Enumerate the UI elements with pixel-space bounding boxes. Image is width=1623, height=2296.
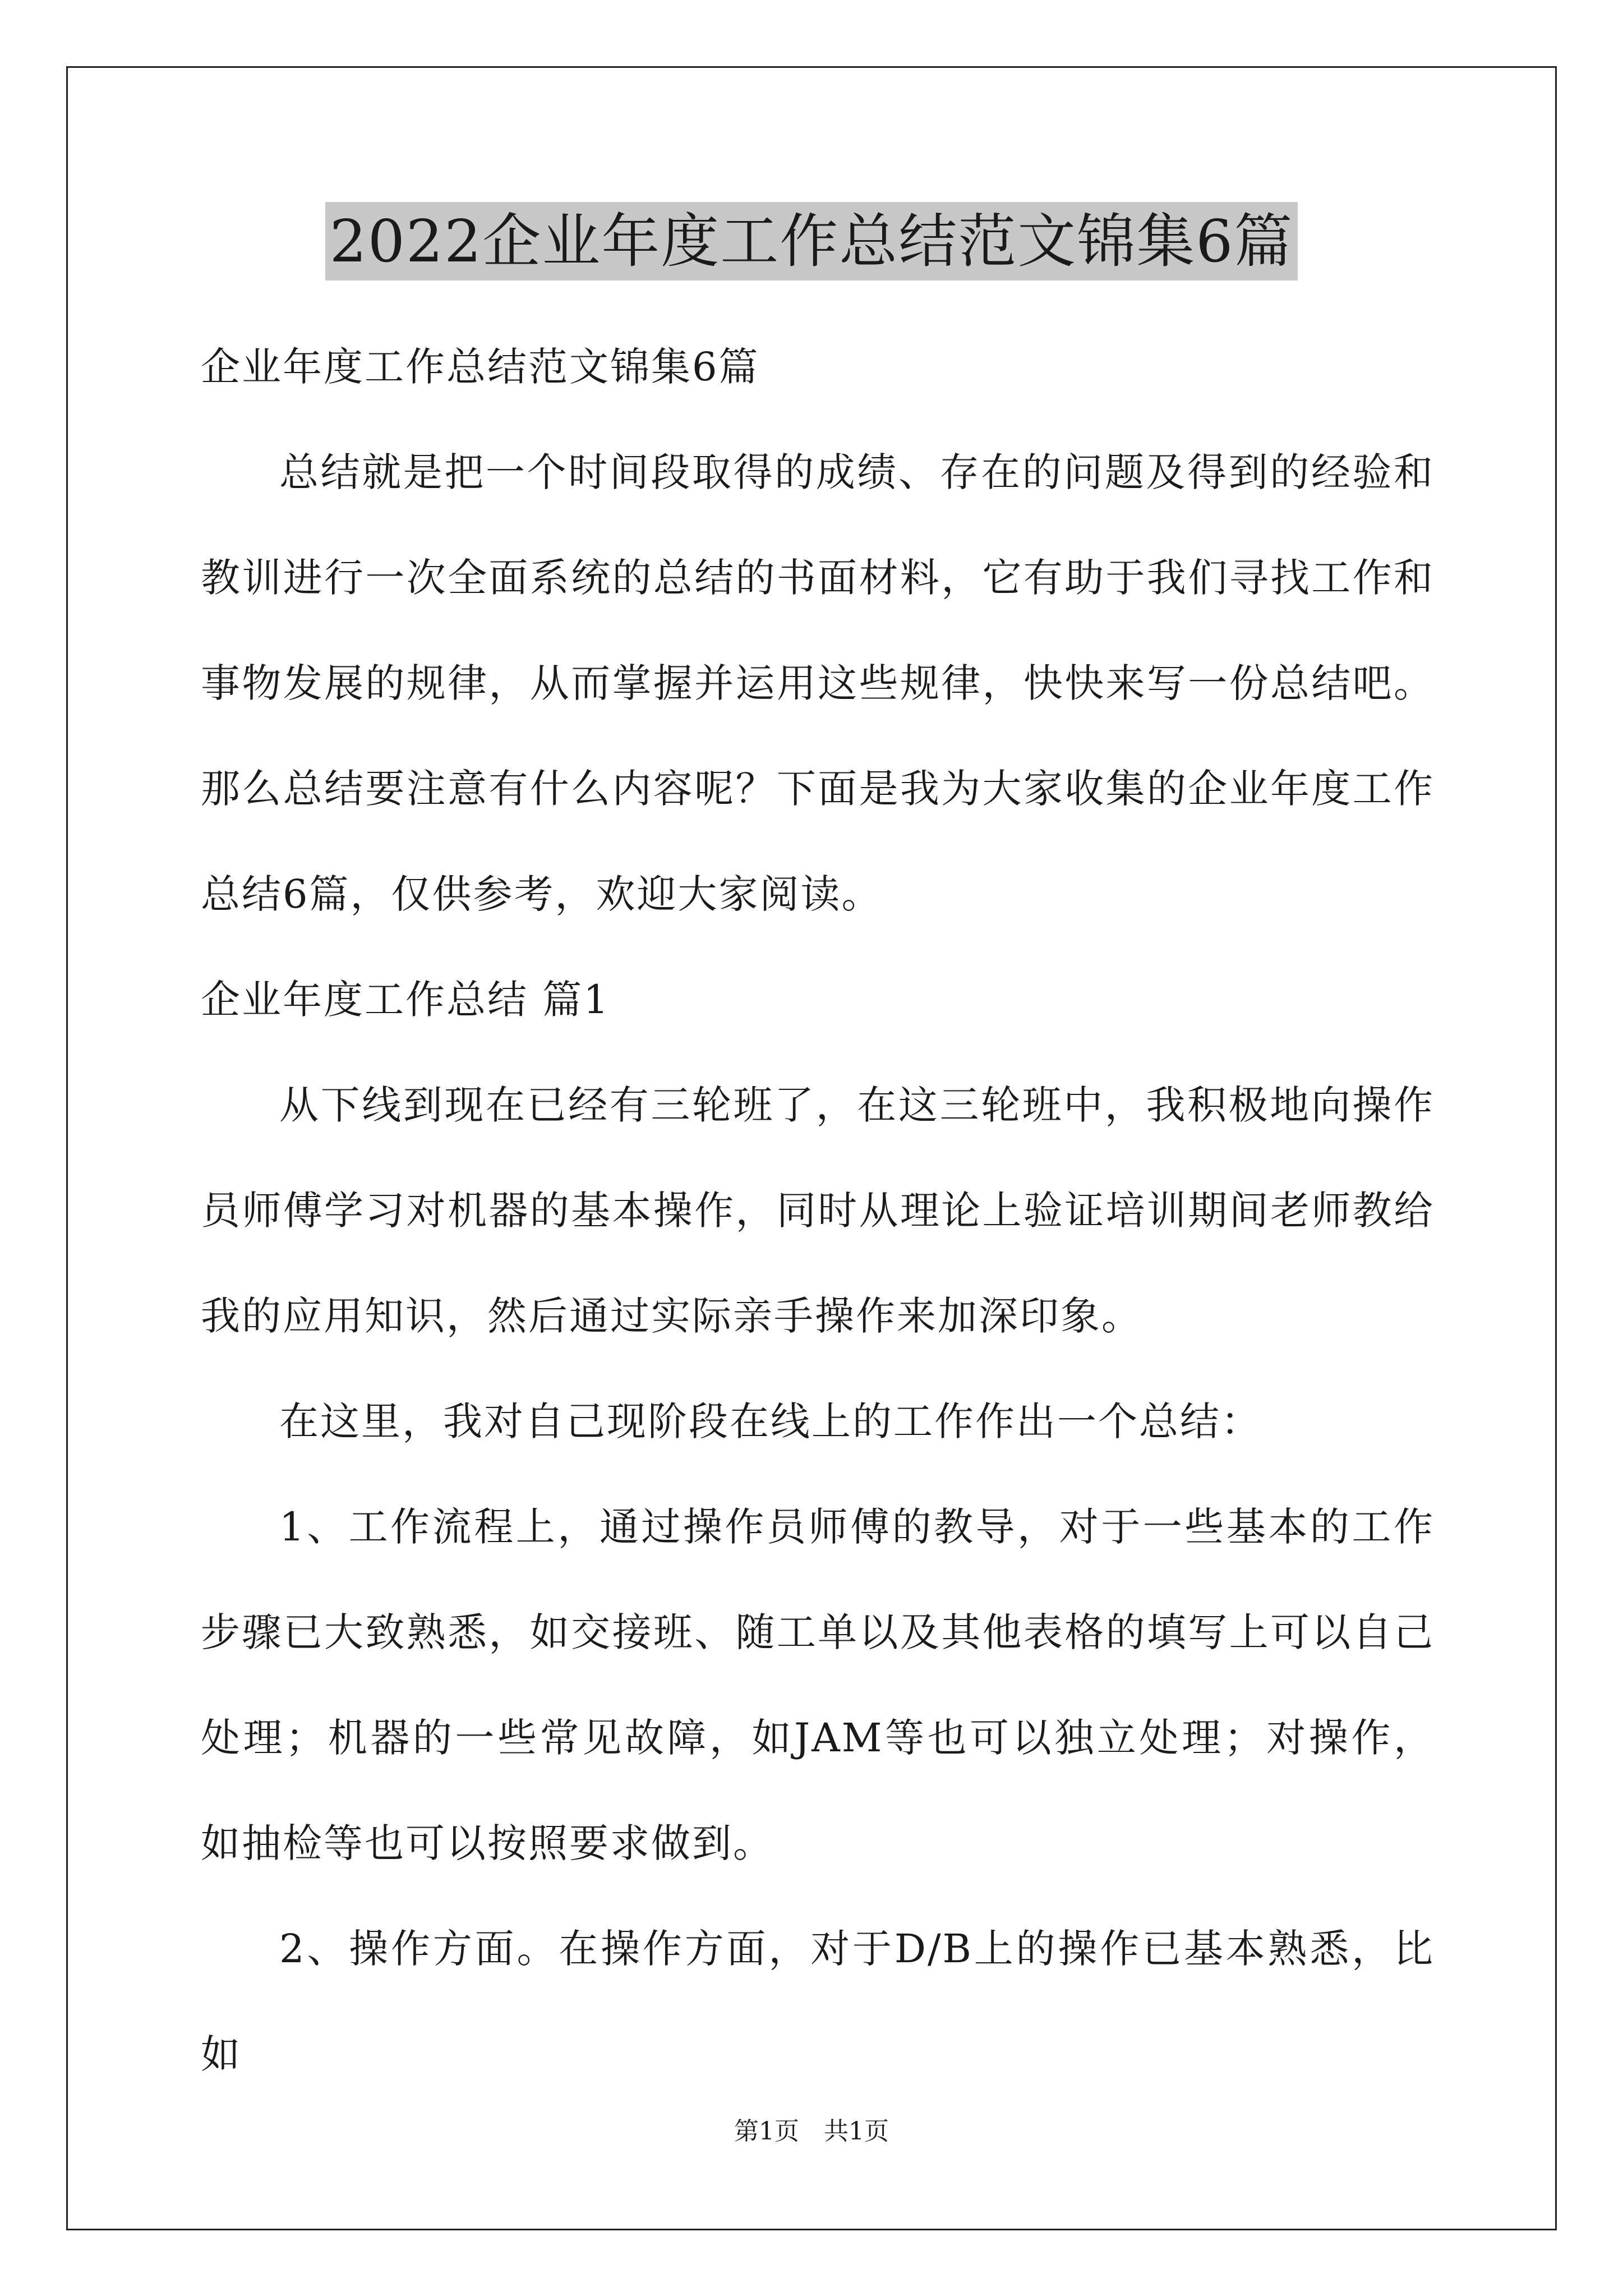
page-total: 共1页 — [824, 2117, 889, 2146]
paragraph: 在这里，我对自己现阶段在线上的工作作出一个总结： — [279, 1398, 1262, 1444]
page-number: 第1页 — [734, 2117, 799, 2146]
paragraph: 2、操作方面。在操作方面，对于D/B上的操作已基本熟悉，比如 — [201, 1926, 1435, 2077]
paragraph: 从下线到现在已经有三轮班了，在这三轮班中，我积极地向操作员师傅学习对机器的基本操作，同时从理论上验证培训期间老师教给我的应用知识，然后通过实际亲手操作来加深印象。 — [201, 1082, 1435, 1339]
paragraph: 1、工作流程上，通过操作员师傅的教导，对于一些基本的工作步骤已大致熟悉，如交接班、随工单以及其他表格的填写上可以自己处理；机器的一些常见故障，如JAM等也可以独立处理；对操作，如抽检等也可以按照要求做到。 — [201, 1504, 1435, 1866]
section-heading: 企业年度工作总结 篇1 — [201, 977, 610, 1023]
paragraph: 总结就是把一个时间段取得的成绩、存在的问题及得到的经验和教训进行一次全面系统的总结的书面材料，它有助于我们寻找工作和事物发展的规律，从而掌握并运用这些规律，快快来写一份总结吧。那么总结要注意有什么内容呢？下面是我为大家收集的企业年度工作总结6篇，仅供参考，欢迎大家阅读。 — [201, 449, 1435, 917]
page-footer — [0, 2115, 1623, 2148]
title-container — [0, 202, 1623, 280]
document-body — [201, 314, 1435, 2107]
paragraph: 企业年度工作总结范文锦集6篇 — [201, 344, 760, 390]
document-title: 2022企业年度工作总结范文锦集6篇 — [325, 202, 1298, 280]
